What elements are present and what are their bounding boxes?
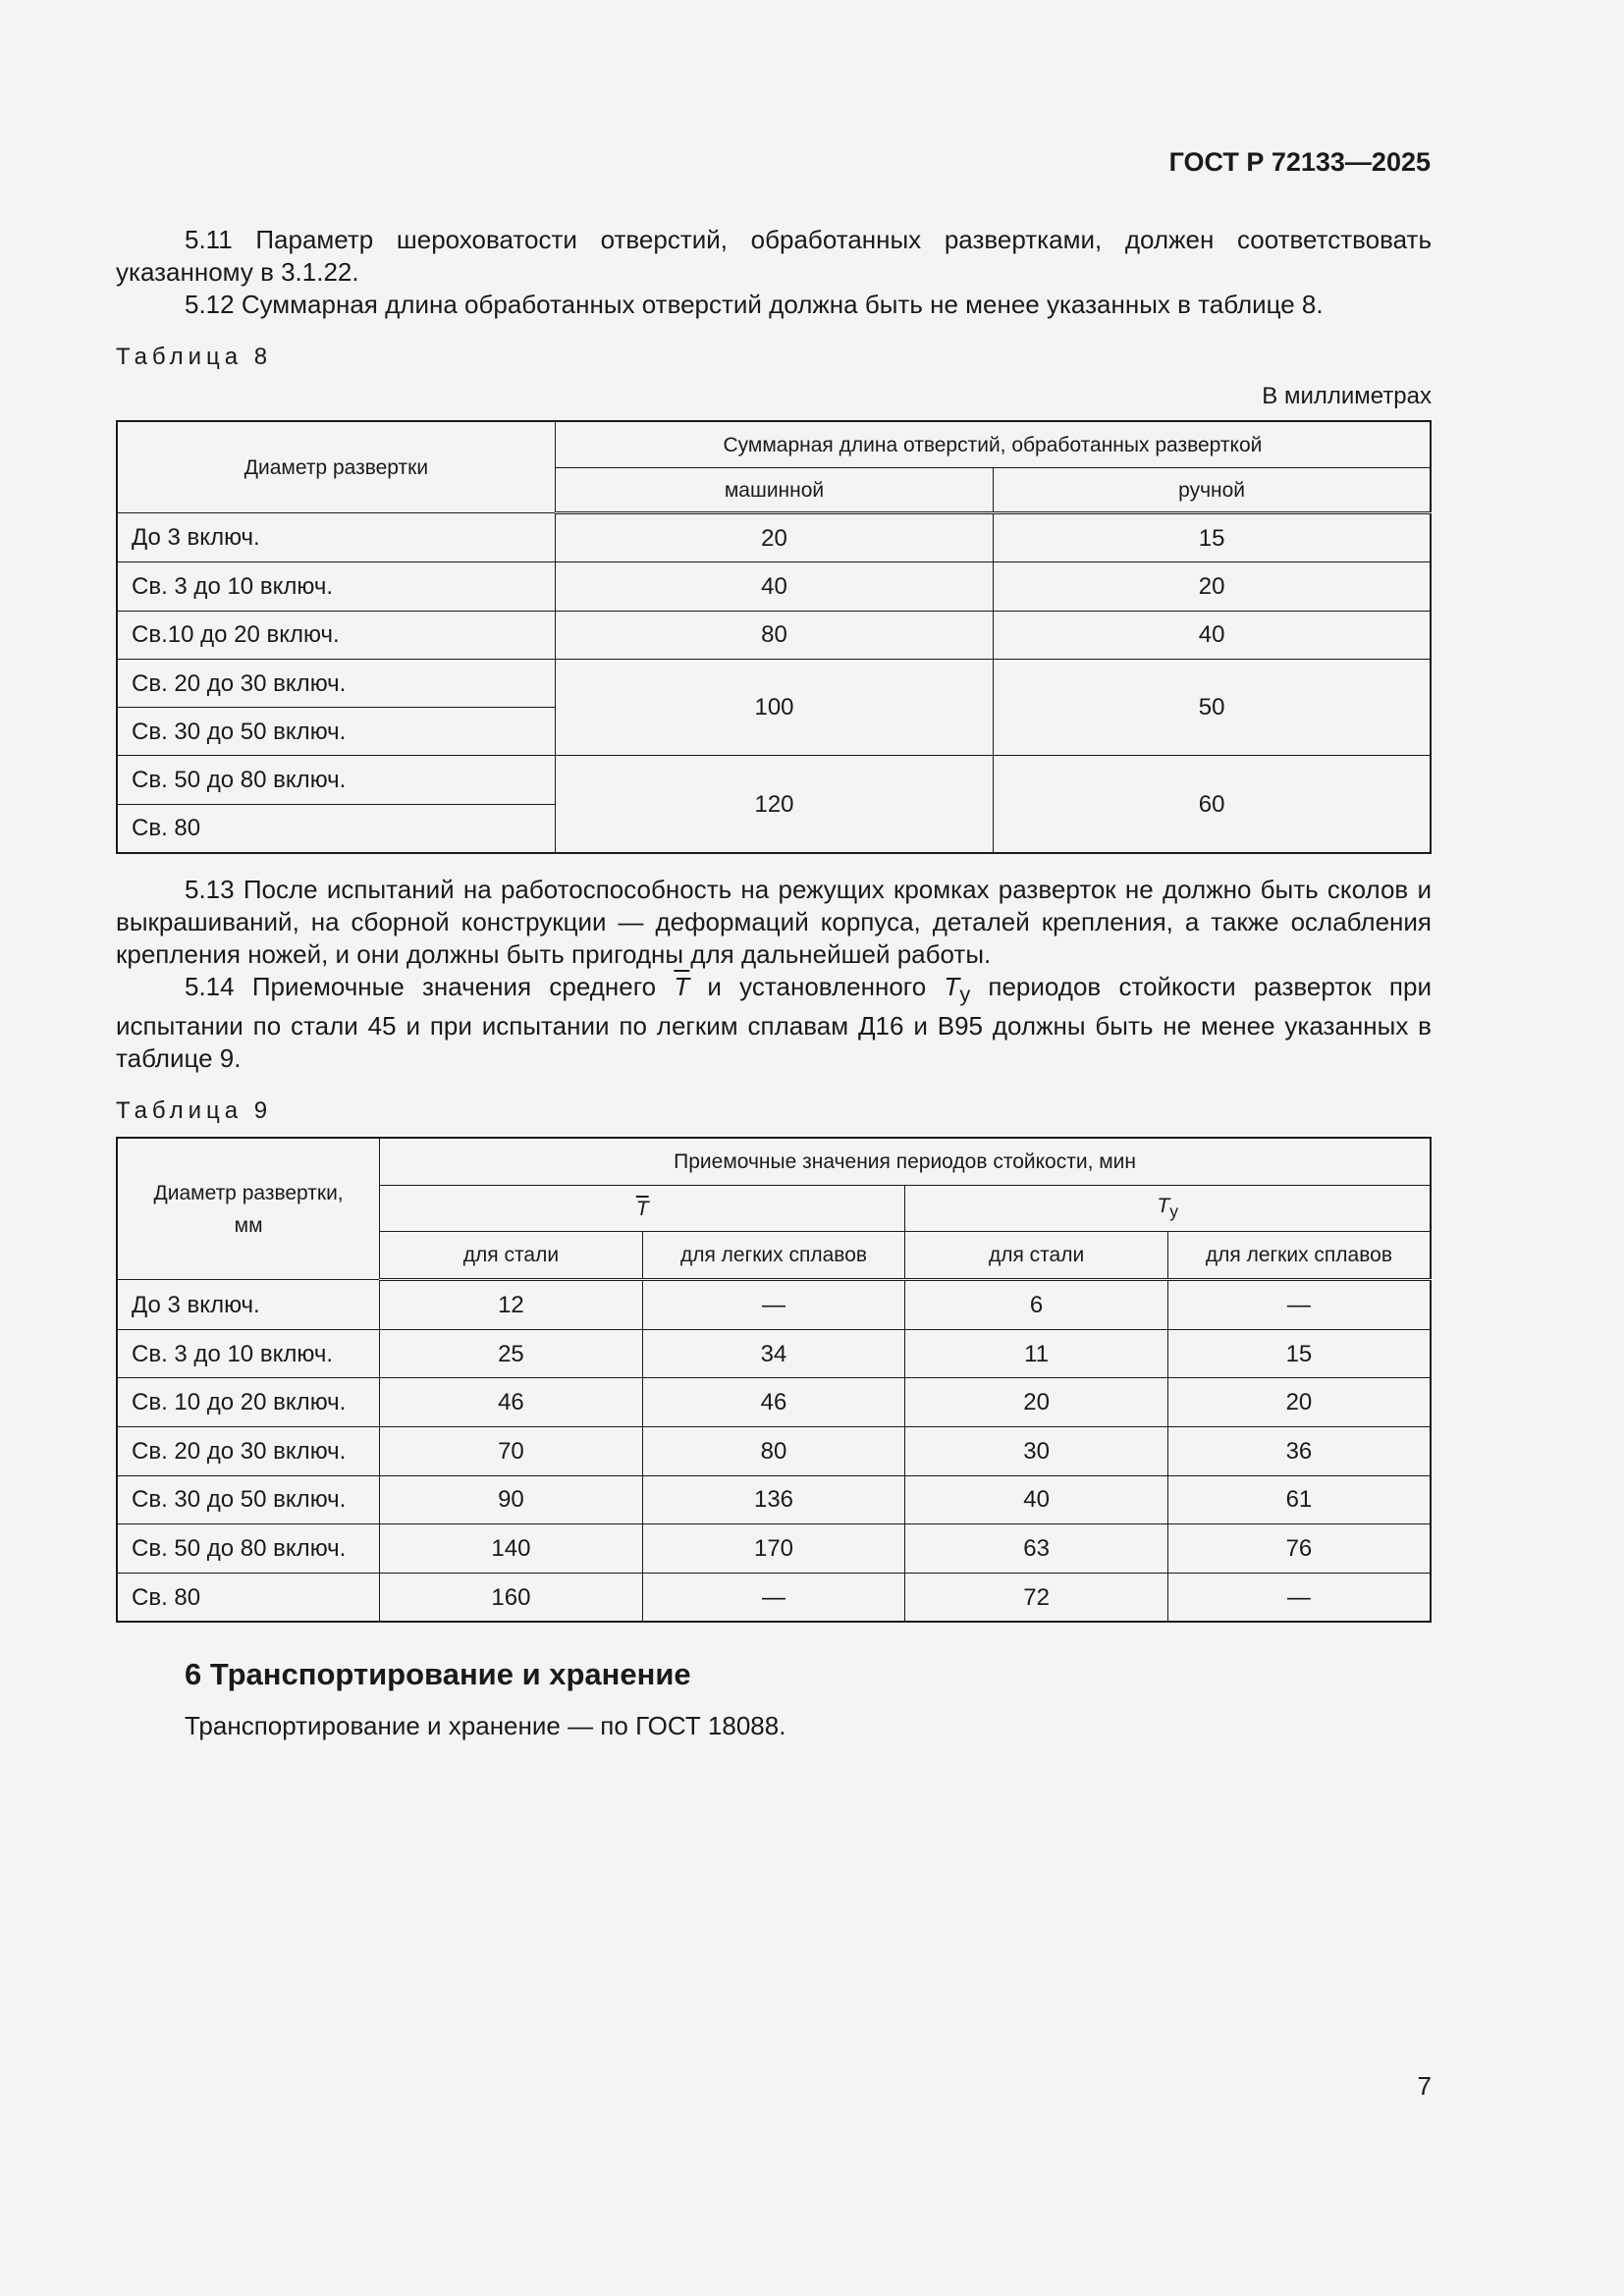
table-row bbox=[117, 611, 1431, 659]
table-row bbox=[117, 1427, 1431, 1476]
table-8-cell-diameter: Св. 20 до 30 включ. bbox=[117, 659, 555, 707]
table-row bbox=[117, 1475, 1431, 1524]
page-number: 7 bbox=[1417, 2071, 1432, 2101]
table-9-cell: 140 bbox=[380, 1524, 643, 1574]
table-9-cell: 20 bbox=[1167, 1378, 1431, 1427]
table-8-unit: В миллиметрах bbox=[1262, 383, 1432, 409]
table-8-cell-machine: 20 bbox=[555, 513, 993, 562]
table-8-cell-diameter: Св.10 до 20 включ. bbox=[117, 611, 555, 659]
section-6-title: 6 Транспортирование и хранение bbox=[185, 1657, 691, 1692]
table-9-cell: — bbox=[642, 1280, 905, 1330]
table-9-cell: 11 bbox=[905, 1329, 1168, 1378]
table-8-cell-machine: 80 bbox=[555, 611, 993, 659]
table-row bbox=[117, 513, 1431, 562]
table-row bbox=[117, 1329, 1431, 1378]
table-9-cell: 40 bbox=[905, 1475, 1168, 1524]
table-9-cell-diameter: Св. 20 до 30 включ. bbox=[117, 1427, 380, 1476]
table-9-cell: — bbox=[1167, 1280, 1431, 1330]
document-code-header: ГОСТ Р 72133—2025 bbox=[1168, 147, 1431, 177]
table-9-cell: 70 bbox=[380, 1427, 643, 1476]
table-8-cell-diameter: Св. 50 до 80 включ. bbox=[117, 756, 555, 804]
table-8-cell-diameter: Св. 3 до 10 включ. bbox=[117, 562, 555, 611]
table-9-cell-diameter: Св. 3 до 10 включ. bbox=[117, 1329, 380, 1378]
table-9-cell-diameter: До 3 включ. bbox=[117, 1280, 380, 1330]
table-row bbox=[117, 1573, 1431, 1622]
table-row bbox=[117, 562, 1431, 611]
table-9-cell: 15 bbox=[1167, 1329, 1431, 1378]
table-row bbox=[117, 1524, 1431, 1574]
table-9-header-steel: для стали bbox=[380, 1232, 643, 1280]
table-9-cell: 36 bbox=[1167, 1427, 1431, 1476]
table-9-cell: 20 bbox=[905, 1378, 1168, 1427]
table-9 bbox=[116, 1137, 1432, 1623]
table-9-cell: 160 bbox=[380, 1573, 643, 1622]
table-8 bbox=[116, 420, 1432, 854]
table-9-cell: 46 bbox=[642, 1378, 905, 1427]
table-8-cell-manual: 20 bbox=[994, 562, 1431, 611]
table-9-cell: 63 bbox=[905, 1524, 1168, 1574]
t-mean-symbol: $\overline{T}$ bbox=[674, 972, 690, 1002]
table-9-header-t-set: $T_у$ bbox=[905, 1186, 1431, 1232]
table-9-cell: 12 bbox=[380, 1280, 643, 1330]
table-row bbox=[117, 1378, 1431, 1427]
table-9-cell-diameter: Св. 10 до 20 включ. bbox=[117, 1378, 380, 1427]
table-row bbox=[117, 659, 1431, 707]
table-8-cell-manual: 40 bbox=[994, 611, 1431, 659]
paragraph-5-11: 5.11 Параметр шероховатости отверстий, обработанных развертками, должен соответствовать указанному в 3.1.22. bbox=[116, 225, 1432, 287]
table-8-cell-machine: 40 bbox=[555, 562, 993, 611]
table-8-cell-machine: 100 bbox=[555, 659, 993, 756]
table-8-cell-diameter: Св. 80 bbox=[117, 804, 555, 853]
section-6-text: Транспортирование и хранение — по ГОСТ 18088. bbox=[185, 1711, 786, 1741]
t-set-symbol: T bbox=[944, 972, 960, 1002]
table-9-header-steel: для стали bbox=[905, 1232, 1168, 1280]
table-9-cell-diameter: Св. 30 до 50 включ. bbox=[117, 1475, 380, 1524]
table-9-cell: 6 bbox=[905, 1280, 1168, 1330]
table-9-caption: Таблица 9 bbox=[116, 1097, 273, 1125]
table-9-cell: 46 bbox=[380, 1378, 643, 1427]
table-9-header-light-alloys: для легких сплавов bbox=[1167, 1232, 1431, 1280]
table-9-cell: 34 bbox=[642, 1329, 905, 1378]
paragraph-5-12: 5.12 Суммарная длина обработанных отверстий должна быть не менее указанных в таблице 8. bbox=[185, 290, 1324, 319]
table-9-cell: 25 bbox=[380, 1329, 643, 1378]
paragraph-5-13: 5.13 После испытаний на работоспособность на режущих кромках разверток не должно быть сколов и выкрашиваний, на сборной конструкции — деформаций корпуса, деталей крепления, а также ослабления крепления ножей, и они должны быть пригодны для дальнейшей работы. bbox=[116, 875, 1432, 970]
page-content bbox=[116, 224, 1432, 1742]
table-9-cell: 90 bbox=[380, 1475, 643, 1524]
table-9-cell-diameter: Св. 80 bbox=[117, 1573, 380, 1622]
table-8-cell-manual: 60 bbox=[994, 756, 1431, 853]
table-8-cell-manual: 50 bbox=[994, 659, 1431, 756]
table-9-cell: 72 bbox=[905, 1573, 1168, 1622]
table-9-header-group: Приемочные значения периодов стойкости, мин bbox=[380, 1138, 1431, 1186]
table-8-caption: Таблица 8 bbox=[116, 344, 273, 370]
paragraph-5-14: 5.14 Приемочные значения среднего $\overline{T}$ и установленного $T_у$ периодов стойкости разверток при испытании по стали 45 и при испытании по легким сплавам Д16 и В95 должны быть не менее указанных в таблице 9. bbox=[116, 972, 1432, 1074]
table-8-cell-machine: 120 bbox=[555, 756, 993, 853]
table-8-cell-diameter: До 3 включ. bbox=[117, 513, 555, 562]
table-9-header-diameter: Диаметр развертки, мм bbox=[117, 1138, 380, 1280]
table-9-cell: 170 bbox=[642, 1524, 905, 1574]
table-8-header-diameter: Диаметр развертки bbox=[117, 421, 555, 513]
table-8-header-manual: ручной bbox=[994, 468, 1431, 513]
table-9-cell: 80 bbox=[642, 1427, 905, 1476]
table-9-cell: — bbox=[1167, 1573, 1431, 1622]
table-9-header-light-alloys: для легких сплавов bbox=[642, 1232, 905, 1280]
table-9-cell: — bbox=[642, 1573, 905, 1622]
table-9-cell-diameter: Св. 50 до 80 включ. bbox=[117, 1524, 380, 1574]
table-8-cell-diameter: Св. 30 до 50 включ. bbox=[117, 708, 555, 756]
table-9-cell: 136 bbox=[642, 1475, 905, 1524]
table-8-cell-manual: 15 bbox=[994, 513, 1431, 562]
table-9-cell: 76 bbox=[1167, 1524, 1431, 1574]
table-8-header-machine: машинной bbox=[555, 468, 993, 513]
table-8-header-group: Суммарная длина отверстий, обработанных разверткой bbox=[555, 421, 1431, 468]
t-set-subscript: у bbox=[959, 982, 971, 1007]
table-9-cell: 61 bbox=[1167, 1475, 1431, 1524]
table-9-header-t-mean: $\overline{T}$ bbox=[380, 1186, 905, 1232]
table-9-cell: 30 bbox=[905, 1427, 1168, 1476]
table-row bbox=[117, 756, 1431, 804]
table-row bbox=[117, 1280, 1431, 1330]
